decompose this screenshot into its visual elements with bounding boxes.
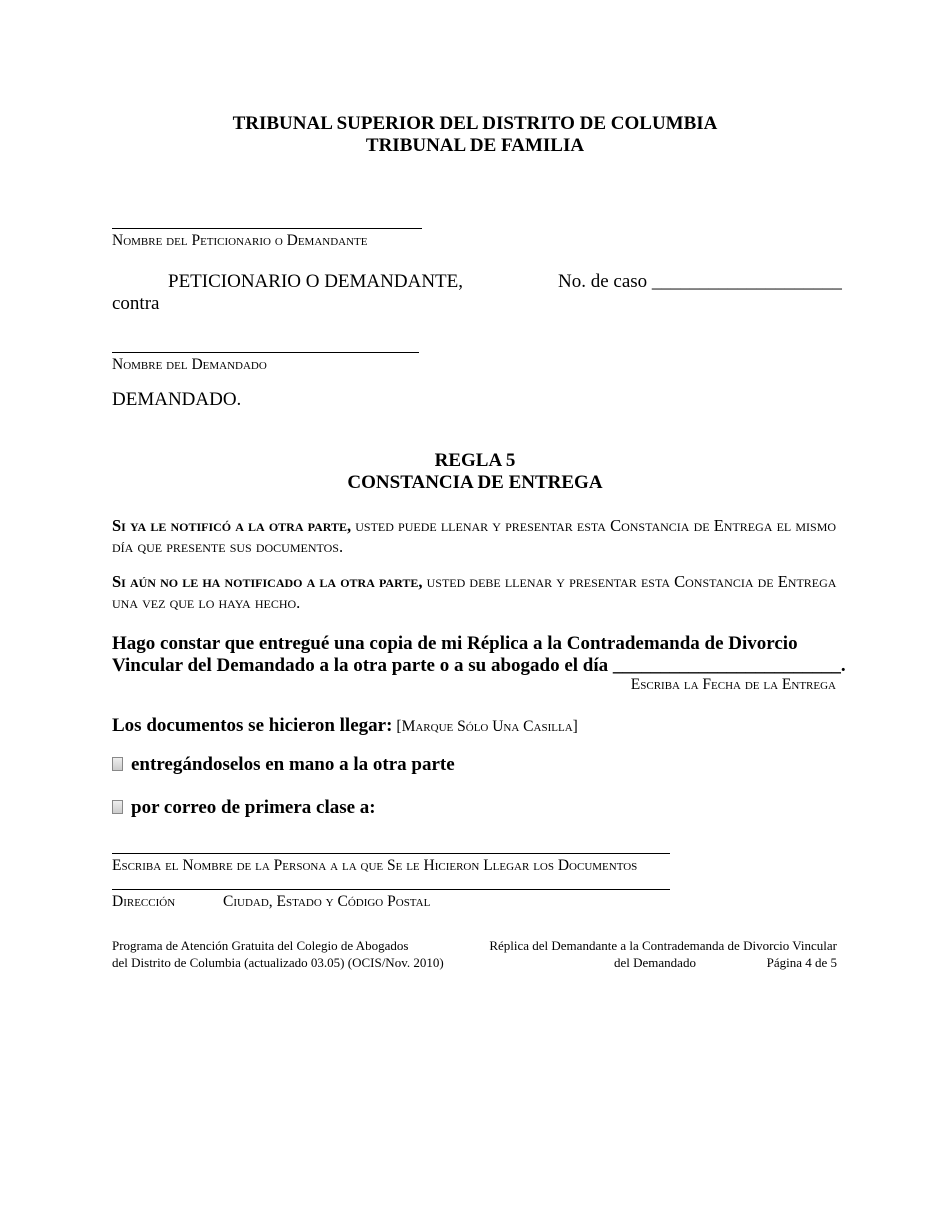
petitioner-name-label: Nombre del Peticionario o Demandante xyxy=(112,232,368,249)
respondent-name-line[interactable] xyxy=(112,352,419,353)
contra-text: contra xyxy=(112,293,160,314)
option-first-class-mail-label: por correo de primera clase a: xyxy=(131,797,376,818)
option-first-class-mail[interactable] xyxy=(112,797,376,819)
case-number-label: No. de caso xyxy=(558,271,648,292)
footer-document-title: Réplica del Demandante a la Contrademanda de Divorcio Vincular xyxy=(489,938,837,953)
option-hand-delivery-label: entregándoselos en mano a la otra parte xyxy=(131,754,455,775)
respondent-name-label: Nombre del Demandado xyxy=(112,356,267,373)
footer-program-line-1: Programa de Atención Gratuita del Colegio de Abogados xyxy=(112,938,409,953)
instruction-paragraph-2 xyxy=(112,571,842,613)
delivery-method-hint: [Marque Sólo Una Casilla] xyxy=(396,718,578,735)
petitioner-name-line[interactable] xyxy=(112,228,422,229)
petitioner-role: PETICIONARIO O DEMANDANTE, xyxy=(168,271,464,292)
delivery-method-label: Los documentos se hicieron llegar: xyxy=(112,715,393,736)
address-city-label: Ciudad, Estado y Código Postal xyxy=(223,893,431,910)
delivery-date-label: Escriba la Fecha de la Entrega xyxy=(630,676,836,693)
instruction-paragraph-1 xyxy=(112,515,842,557)
instruction-1-text: usted puede llenar y presentar esta Constancia de Entrega el mismo día que presente sus documentos. xyxy=(112,516,837,556)
certify-line-2 xyxy=(112,655,846,677)
case-number-blank[interactable]: ____________________ xyxy=(651,271,842,292)
instruction-2-text: usted debe llenar y presentar esta Constancia de Entrega una vez que lo haya hecho. xyxy=(112,572,837,612)
address-line[interactable] xyxy=(112,889,670,890)
respondent-role: DEMANDADO. xyxy=(112,389,242,410)
document-title: CONSTANCIA DE ENTREGA xyxy=(347,472,603,493)
delivery-method-heading xyxy=(112,715,578,737)
recipient-name-line[interactable] xyxy=(112,853,670,854)
instruction-2-bold: Si aún no le ha notificado a la otra parte, xyxy=(112,572,423,591)
case-number-field[interactable] xyxy=(558,271,842,293)
footer-document-title-2: del Demandado xyxy=(614,955,696,970)
footer-program-line-2: del Distrito de Columbia (actualizado 03.05) (OCIS/Nov. 2010) xyxy=(112,955,444,970)
certify-line-2-text: Vincular del Demandado a la otra parte o a su abogado el día xyxy=(112,655,609,676)
rule-number: REGLA 5 xyxy=(434,450,516,471)
certify-line-1: Hago constar que entregué una copia de mi Réplica a la Contrademanda de Divorcio xyxy=(112,633,798,654)
address-street-label: Dirección xyxy=(112,893,176,910)
recipient-name-label: Escriba el Nombre de la Persona a la que Se le Hicieron Llegar los Documentos xyxy=(112,857,638,874)
delivery-date-blank[interactable]: ________________________. xyxy=(612,655,846,676)
checkbox-icon[interactable] xyxy=(112,757,123,771)
option-hand-delivery[interactable] xyxy=(112,754,455,776)
page-number: Página 4 de 5 xyxy=(766,955,837,970)
checkbox-icon[interactable] xyxy=(112,800,123,814)
instruction-1-bold: Si ya le notificó a la otra parte, xyxy=(112,516,352,535)
court-name: TRIBUNAL SUPERIOR DEL DISTRITO DE COLUMBIA xyxy=(232,113,718,134)
court-division: TRIBUNAL DE FAMILIA xyxy=(365,135,585,156)
